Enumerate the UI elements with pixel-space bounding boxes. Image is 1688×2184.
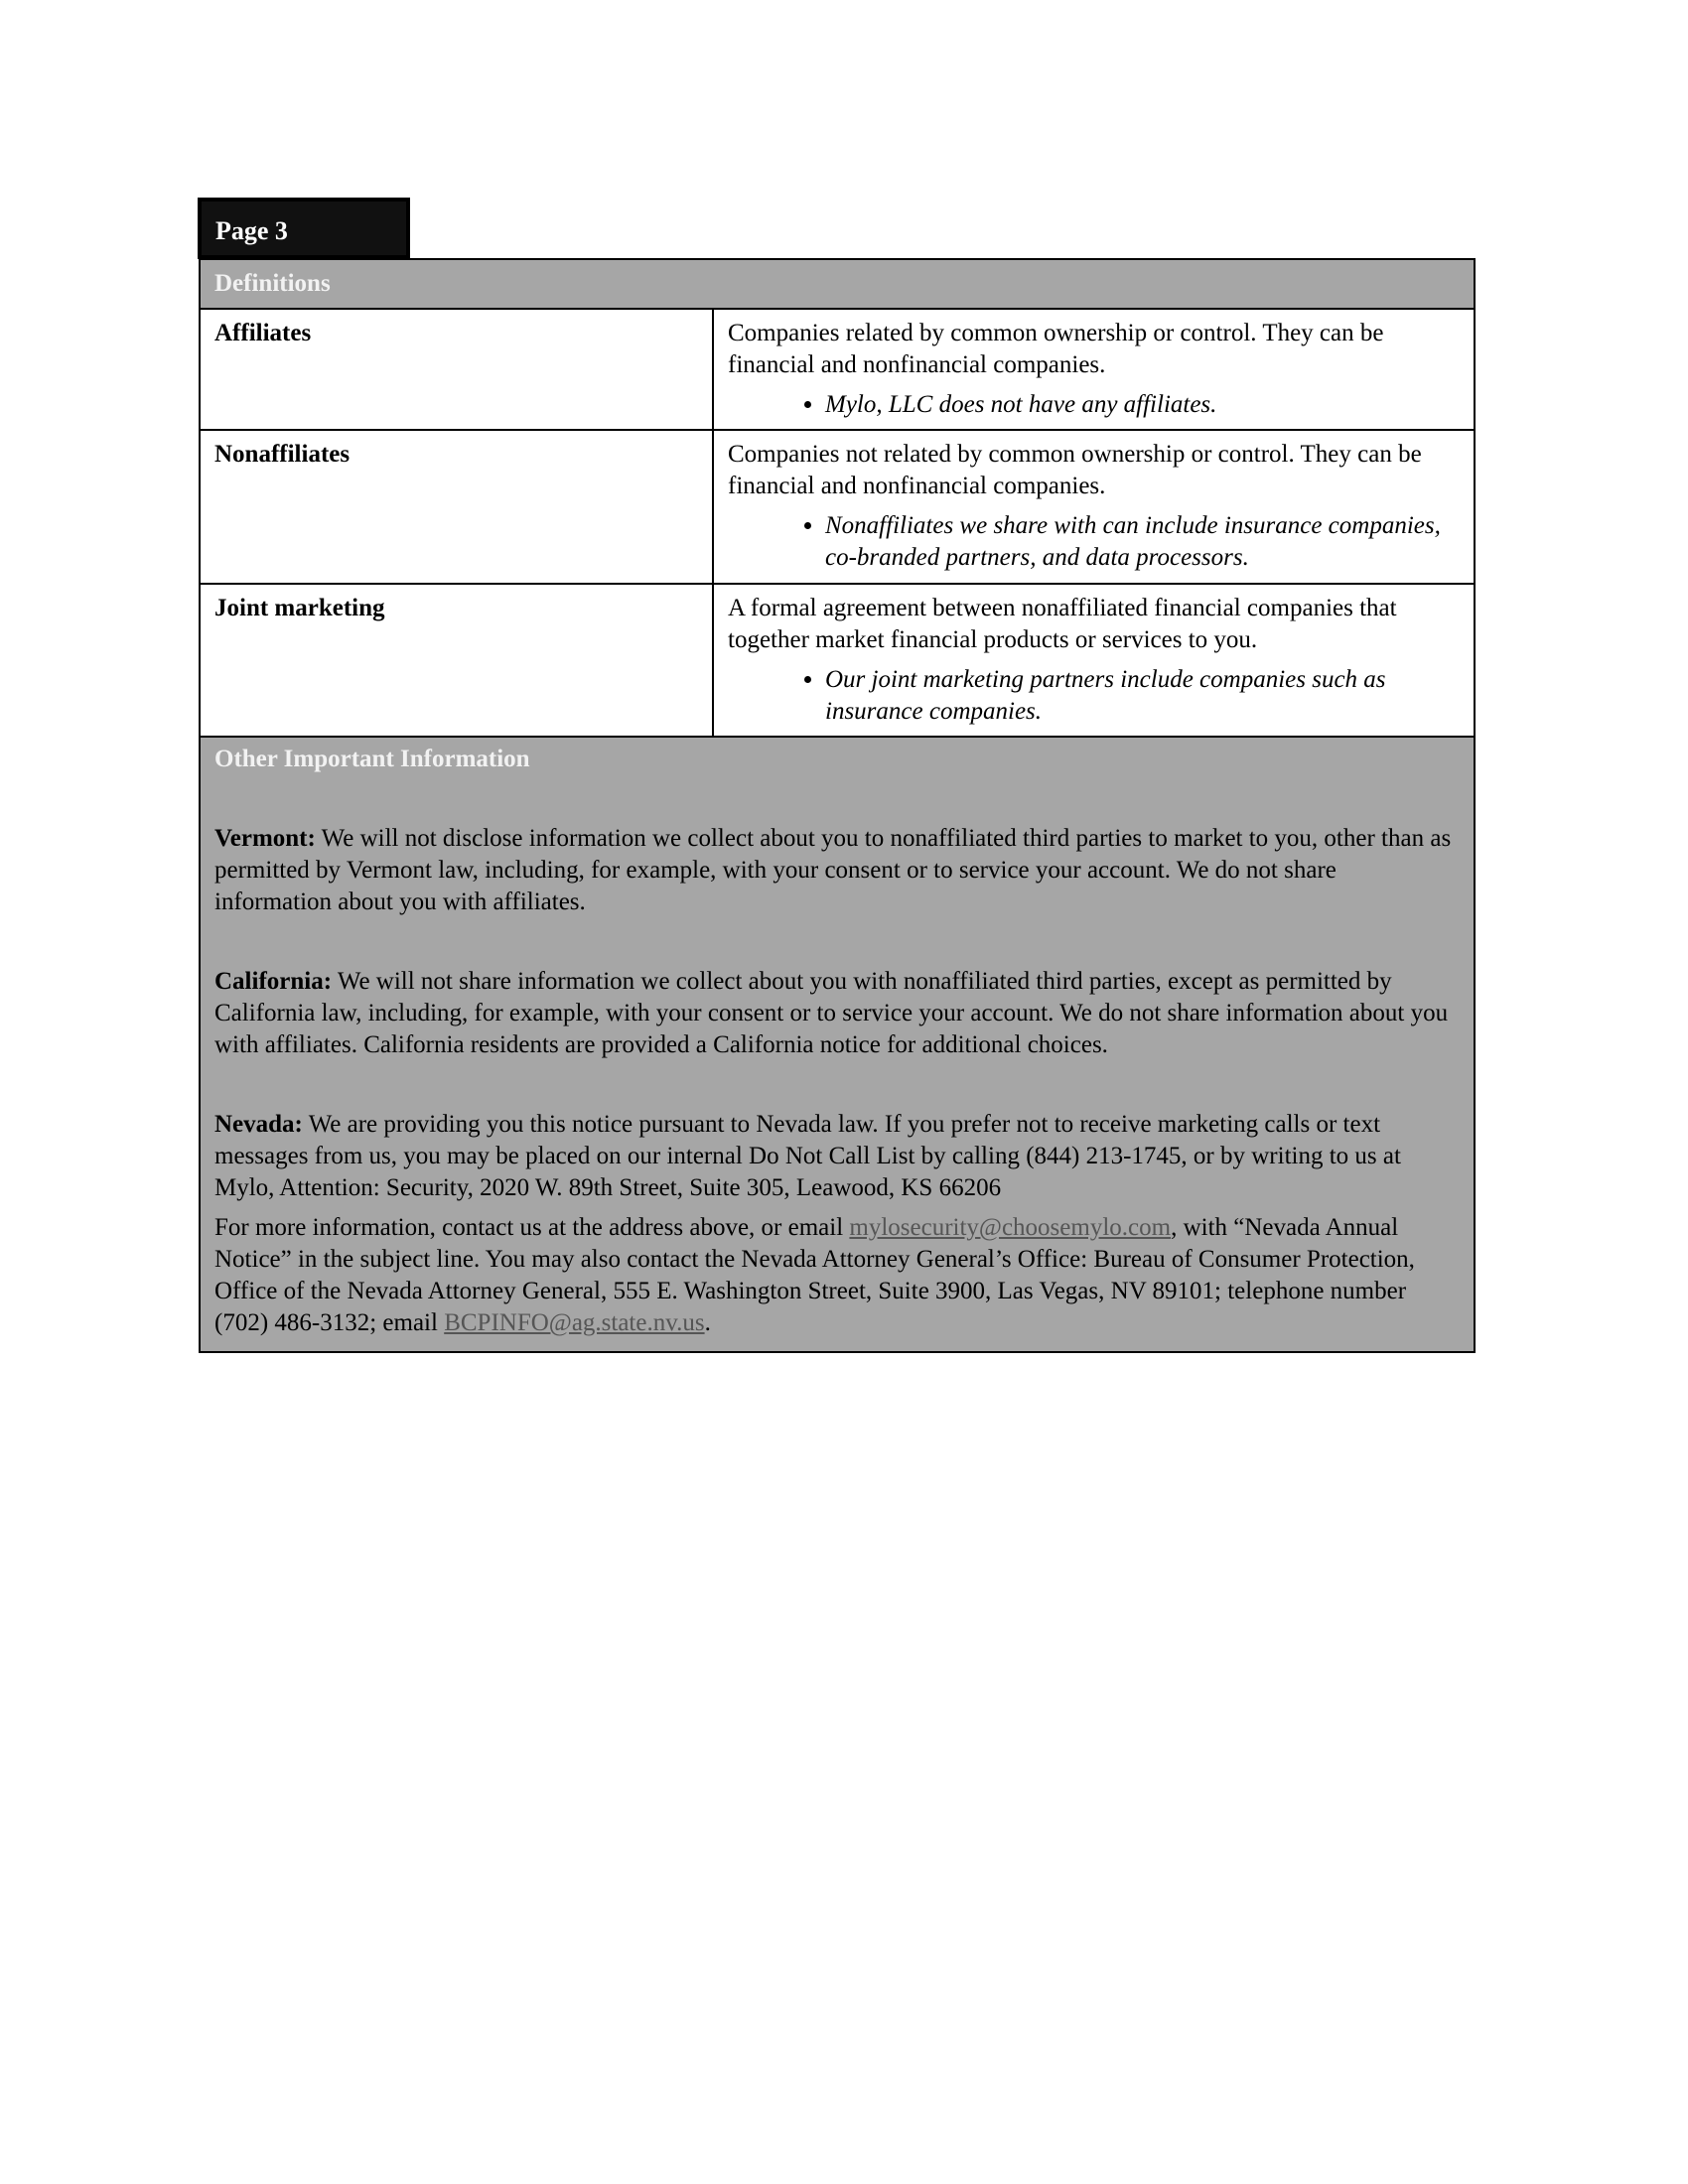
definition-bullet: • Mylo, LLC does not have any affiliates.	[825, 389, 1460, 421]
definition-bullet: • Nonaffiliates we share with can include insurance companies, co-branded partners, and data processors.	[825, 510, 1460, 574]
california-label: California:	[214, 968, 333, 995]
table-row	[201, 585, 1474, 738]
vermont-paragraph	[214, 823, 1460, 918]
definition	[714, 585, 1474, 736]
term: Joint marketing	[201, 585, 714, 736]
definition	[714, 431, 1474, 583]
contact-text: , with “Nevada Annual Notice” in the subject line. You may also contact the Nevada Attorney General’s Office: Bureau of Consumer Protection, Office of the Nevada Attorney General, 555 E. Washington Street, Suite 3900, Las Vegas, NV 89101; telephone number (702) 486-3132; email	[214, 1214, 1415, 1336]
contact-text: .	[704, 1309, 711, 1336]
definitions-header: Definitions	[201, 260, 1474, 310]
nevada-paragraph	[214, 1109, 1460, 1204]
definition-text: A formal agreement between nonaffiliated financial companies that together market financial products or services to you.	[728, 595, 1397, 653]
term: Affiliates	[201, 310, 714, 429]
california-text: We will not share information we collect about you with nonaffiliated third parties, except as permitted by California law, including, for example, with your consent or to service your account. We do not share information about you with affiliates. California residents are provided a California notice for additional choices.	[214, 968, 1449, 1058]
contact-paragraph	[214, 1212, 1460, 1339]
other-header: Other Important Information	[214, 746, 530, 772]
table-row	[201, 431, 1474, 585]
vermont-label: Vermont:	[214, 825, 316, 852]
email-link-bcp[interactable]: BCPINFO@ag.state.nv.us	[444, 1309, 705, 1336]
definition-text: Companies not related by common ownership or control. They can be financial and nonfinancial companies.	[728, 441, 1422, 499]
nevada-label: Nevada:	[214, 1111, 303, 1138]
definition	[714, 310, 1474, 429]
page-tab: Page 3	[198, 198, 410, 259]
definition-text: Companies related by common ownership or control. They can be financial and nonfinancial companies.	[728, 320, 1384, 378]
california-paragraph	[214, 966, 1460, 1061]
other-important-information	[201, 738, 1474, 1351]
table-row	[201, 310, 1474, 431]
definition-bullet: • Our joint marketing partners include companies such as insurance companies.	[825, 664, 1460, 728]
contact-text: For more information, contact us at the address above, or email	[214, 1214, 850, 1241]
term: Nonaffiliates	[201, 431, 714, 583]
email-link-mylo[interactable]: mylosecurity@choosemylo.com	[849, 1214, 1172, 1241]
definitions-table	[199, 258, 1476, 1353]
vermont-text: We will not disclose information we collect about you to nonaffiliated third parties to market to you, other than as permitted by Vermont law, including, for example, with your consent or to service your account. We do not share information about you with affiliates.	[214, 825, 1452, 915]
nevada-text: We are providing you this notice pursuant to Nevada law. If you prefer not to receive marketing calls or text messages from us, you may be placed on our internal Do Not Call List by calling (844) 213-1745, or by writing to us at Mylo, Attention: Security, 2020 W. 89th Street, Suite 305, Leawood, KS 66206	[214, 1111, 1401, 1201]
